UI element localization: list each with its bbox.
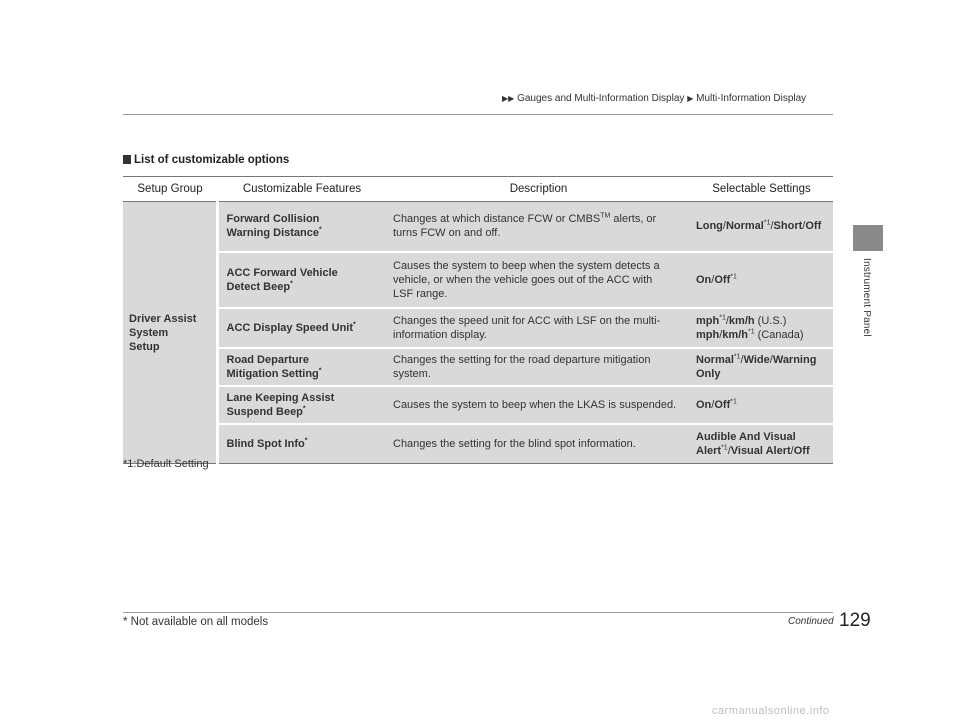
settings-cell: On/Off$^{*1}$ [690, 252, 833, 308]
settings-cell: Audible And Visual Alert$^{*1}$/Visual Alert/Off [690, 424, 833, 464]
table-row [123, 308, 833, 348]
header-divider [123, 114, 833, 115]
feature-cell: Road Departure Mitigation Setting* [217, 348, 387, 386]
square-bullet-icon [123, 155, 131, 164]
feature-cell: Lane Keeping Assist Suspend Beep* [217, 386, 387, 424]
double-arrow-icon: ▶▶ [502, 94, 515, 103]
continued-label: Continued [788, 616, 834, 627]
description-cell: Changes the setting for the road departure mitigation system. [387, 348, 690, 386]
description-cell: Causes the system to beep when the LKAS is suspended. [387, 386, 690, 424]
feature-cell: Blind Spot Info* [217, 424, 387, 464]
chapter-label: Instrument Panel [861, 258, 872, 337]
table-row [123, 348, 833, 386]
description-cell: Changes the setting for the blind spot information. [387, 424, 690, 464]
arrow-icon: ▶ [687, 94, 694, 103]
column-header: Selectable Settings [690, 177, 833, 202]
column-header: Customizable Features [217, 177, 387, 202]
settings-cell: On/Off$^{*1}$ [690, 386, 833, 424]
footnote: *1:Default Setting [123, 458, 209, 470]
settings-cell: Long/Normal$^{*1}$/Short/Off [690, 202, 833, 252]
watermark: carmanualsonline.info [712, 705, 830, 717]
column-header: Description [387, 177, 690, 202]
table-header-row [123, 177, 833, 202]
setup-group-cell: Driver Assist System Setup [123, 202, 217, 464]
feature-cell: ACC Forward Vehicle Detect Beep* [217, 252, 387, 308]
chapter-tab [853, 225, 883, 251]
footer-divider [123, 612, 833, 613]
feature-cell: Forward Collision Warning Distance* [217, 202, 387, 252]
breadcrumb-item: Multi-Information Display [696, 93, 807, 104]
settings-cell: mph$^{*1}$/km/h (U.S.) mph/$km/h^{*1}$ (Canada) [690, 308, 833, 348]
feature-cell: ACC Display Speed Unit* [217, 308, 387, 348]
description-cell: Changes the speed unit for ACC with LSF on the multi- information display. [387, 308, 690, 348]
column-header: Setup Group [123, 177, 217, 202]
settings-cell: Normal$^{*1}$/Wide/Warning Only [690, 348, 833, 386]
breadcrumb [502, 93, 806, 104]
table-row [123, 202, 833, 252]
description-cell: Causes the system to beep when the system detects a vehicle, or when the vehicle goes out of the ACC with LSF range. [387, 252, 690, 308]
section-title-text: List of customizable options [134, 154, 290, 166]
options-table [123, 176, 833, 464]
table-row [123, 386, 833, 424]
availability-note: * Not available on all models [123, 616, 269, 628]
description-cell: Changes at which distance FCW or CMBS™ alerts, or turns FCW on and off. [387, 202, 690, 252]
breadcrumb-item: Gauges and Multi-Information Display [517, 93, 685, 104]
table-row [123, 424, 833, 464]
section-title [123, 154, 289, 166]
table-row [123, 252, 833, 308]
page-number: 129 [839, 610, 871, 631]
